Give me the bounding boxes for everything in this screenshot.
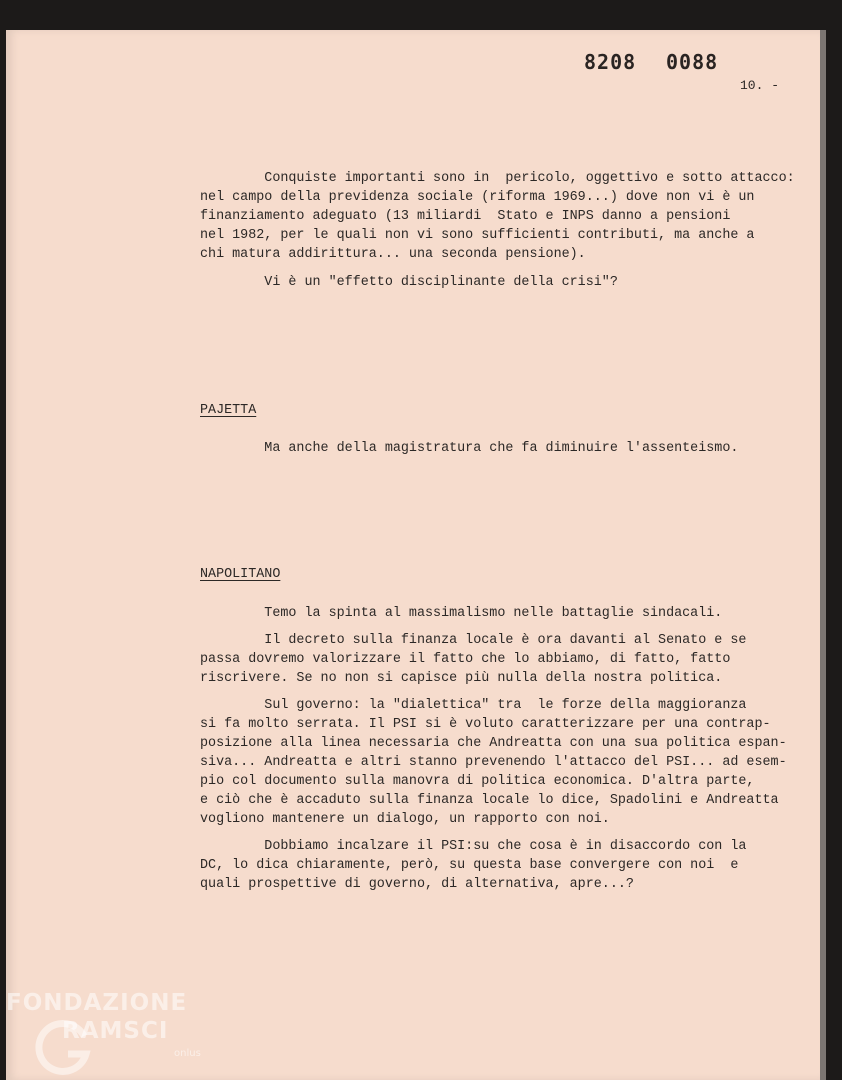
paragraph1-line: Conquiste importanti sono in pericolo, oggettivo e sotto attacco: [200,171,795,186]
paragraph1-line: nel campo della previdenza sociale (riforma 1969...) dove non vi è un [200,190,755,205]
napolitano-p3-line: e ciò che è accaduto sulla finanza locale lo dice, Spadolini e Andreatta [200,793,779,808]
paragraph1-line: chi matura addirittura... una seconda pensione). [200,247,586,262]
speaker-pajetta: PAJETTA [200,403,257,418]
watermark-line2: RAMSCI [62,1018,169,1044]
napolitano-p4-line: DC, lo dica chiaramente, però, su questa base convergere con noi e [200,858,739,873]
speaker-napolitano: NAPOLITANO [200,567,281,582]
napolitano-paragraph1: Temo la spinta al massimalismo nelle battaglie sindacali. [200,606,723,621]
watermark-onlus: onlus [174,1048,201,1059]
paragraph1-line: nel 1982, per le quali non vi sono sufficienti contributi, ma anche a [200,228,755,243]
paragraph2: Vi è un "effetto disciplinante della crisi"? [200,275,618,290]
napolitano-p3-line: si fa molto serrata. Il PSI si è voluto caratterizzare per una contrap- [200,717,771,732]
page-number: 10. - [740,78,780,93]
pajetta-text: Ma anche della magistratura che fa diminuire l'assenteismo. [200,441,739,456]
napolitano-p4-line: Dobbiamo incalzare il PSI:su che cosa è in disaccordo con la [200,839,747,854]
napolitano-p3-line: pio col documento sulla manovra di politica economica. D'altra parte, [200,774,755,789]
page-edge [820,30,826,1080]
watermark-line1: FONDAZIONE [6,990,188,1016]
napolitano-p3-line: siva... Andreatta e altri stanno prevenendo l'attacco del PSI... ad esem- [200,755,787,770]
napolitano-p2-line: passa dovremo valorizzare il fatto che lo abbiamo, di fatto, fatto [200,652,731,667]
napolitano-p3-line: Sul governo: la "dialettica" tra le forze della maggioranza [200,698,747,713]
napolitano-p4-line: quali prospettive di governo, di alternativa, apre...? [200,877,634,892]
archive-code-part1: 8208 [584,50,637,74]
fondazione-gramsci-watermark [6,990,206,1080]
napolitano-p3-line: vogliono mantenere un dialogo, un rapporto con noi. [200,812,610,827]
napolitano-p2-line: riscrivere. Se no non si capisce più nulla della nostra politica. [200,671,723,686]
archive-code-part2: 0088 [666,50,719,74]
paragraph1-line: finanziamento adeguato (13 miliardi Stato e INPS danno a pensioni [200,209,731,224]
napolitano-p3-line: posizione alla linea necessaria che Andreatta con una sua politica espan- [200,736,787,751]
napolitano-p2-line: Il decreto sulla finanza locale è ora davanti al Senato e se [200,633,747,648]
